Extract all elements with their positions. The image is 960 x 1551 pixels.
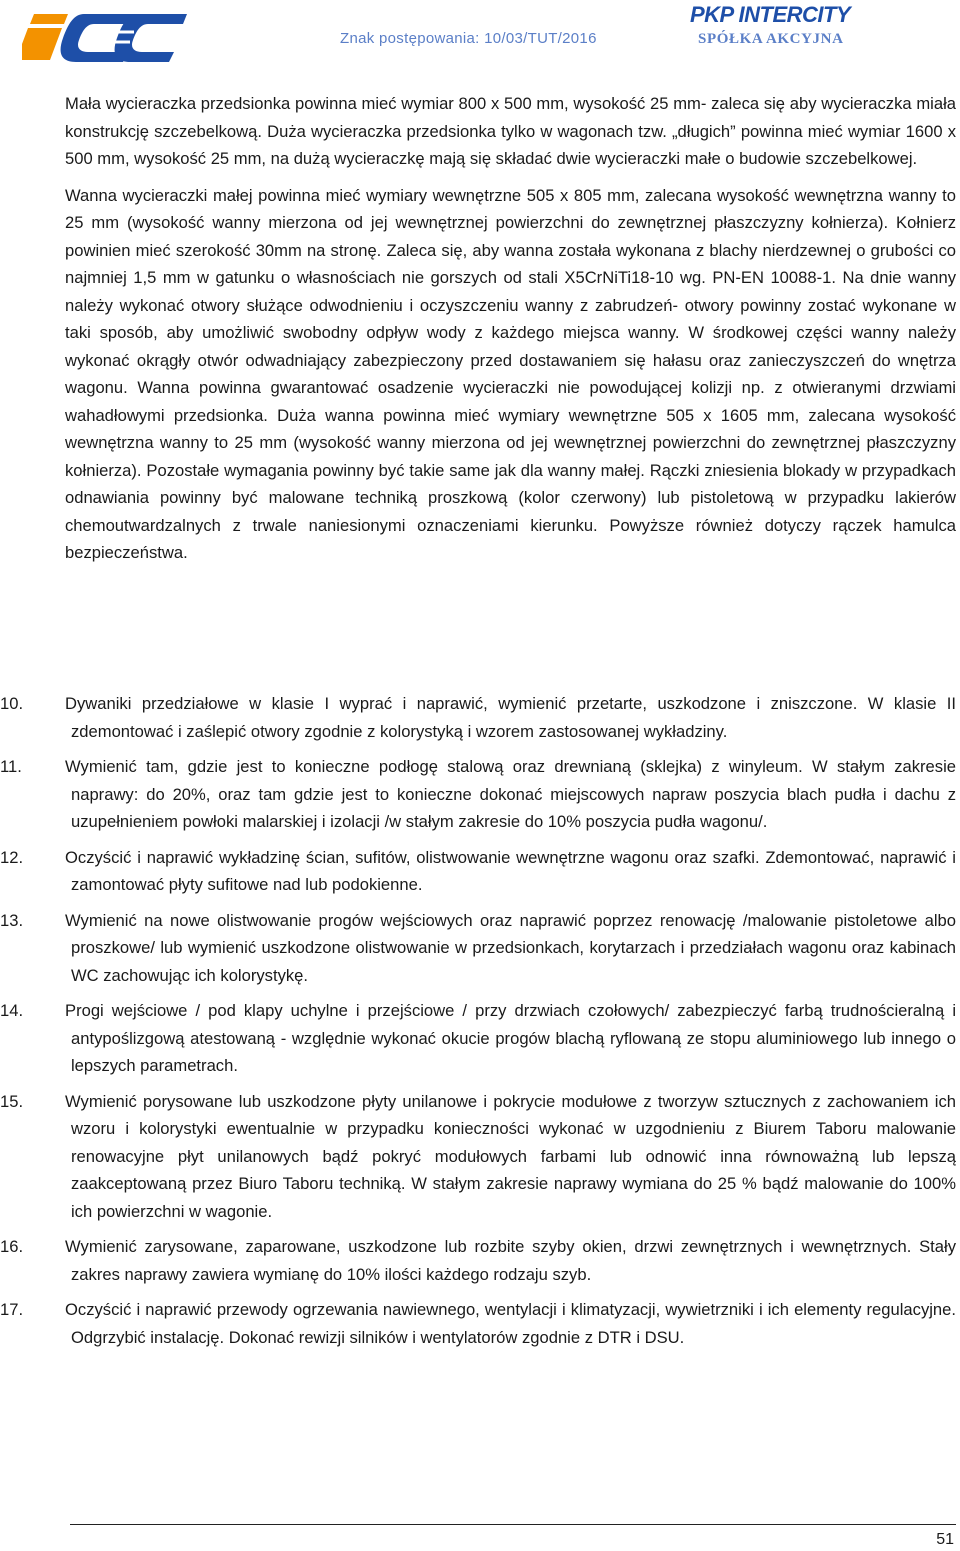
list-item-number: 14. [0, 1001, 24, 1020]
list-item-text: Oczyścić i naprawić przewody ogrzewania nawiewnego, wentylacji i klimatyzacji, wywietrzniki i ich elementy regulacyjne. Odgrzybić instalację. Dokonać rewizji silników i wentylatorów zgodnie z DTR i DSU. [65, 1300, 956, 1347]
list-item-text: Wymienić tam, gdzie jest to konieczne podłogę stalową oraz drewnianą (sklejka) z winyleum. W stałym zakresie naprawy: do 20%, oraz tam gdzie jest to konieczne dokonać miejscowych napraw poszycia blach pudła i dachu z uzupełnieniem powłoki malarskiej i izolacji /w stałym zakresie do 10% poszycia pudła wagonu/. [65, 757, 956, 831]
list-item-number: 12. [0, 847, 24, 867]
brand-subtitle: SPÓŁKA AKCYJNA [698, 31, 844, 47]
numbered-list [0, 690, 956, 1351]
page-number: 51 [936, 1531, 954, 1548]
list-item-number: 16. [0, 1237, 24, 1256]
list-item-text: Wymienić na nowe olistwowanie progów wejściowych oraz naprawić poprzez renowację /malowanie pistoletowe albo proszkowe/ lub wymienić uszkodzone olistwowanie w przedsionkach, korytarzach i przedziałach wagonu oraz kabinach WC zachowując ich kolorystykę. [65, 910, 956, 985]
brand-name: PKP INTERCITY [690, 2, 851, 27]
list-item-text: Dywaniki przedziałowe w klasie I wyprać i naprawić, wymienić przetarte, uszkodzone i zniszczone. W klasie II zdemontować i zaślepić otwory zgodnie z kolorystyką i wzorem zastosowanej wykładziny. [65, 694, 956, 741]
list-item-number: 17. [0, 1300, 24, 1319]
document-reference: Znak postępowania: 10/03/TUT/2016 [340, 30, 597, 47]
intercity-logo [22, 2, 187, 66]
list-item-number: 13. [0, 910, 24, 930]
footer-divider [70, 1524, 956, 1525]
list-item-number: 15. [0, 1091, 24, 1111]
list-item-number: 11. [0, 757, 22, 776]
paragraph-doormat-tray: Wanna wycieraczki małej powinna mieć wymiary wewnętrzne 505 x 805 mm, zalecana wysokość wewnętrzna wanny to 25 mm (wysokość wanny mierzona od jej wewnętrznej powierzchni do zewnętrznej płaszczyzny kołnierza). Kołnierz powinien mieć szerokość 30mm na stronę. Zaleca się, aby wanna została wykonana z blachy nierdzewnej o grubości co najmniej 1,5 mm w gatunku o własnościach nie gorszych od stali X5CrNiTi18-10 wg. PN-EN 10088-1. Na dnie wanny należy wykonać otwory służące odwodnieniu i oczyszczeniu wanny z zabrudzeń- otwory powinny zostać wykonane w taki sposób, aby umożliwić swobodny odpływ wody z każdego miejsca wanny. W środkowej części wanny należy wykonać okrągły otwór odwadniający zabezpieczony przed dostawaniem się hałasu oraz zanieczyszczeń do wnętrza wagonu. Wanna powinna gwarantować osadzenie wycieraczki nie powodującej kolizji np. z otwieranymi drzwiami wahadłowymi przedsionka. Duża wanna powinna mieć wymiary wewnętrzne 505 x 1605 mm, zalecana wysokość wewnętrzna wanny to 25 mm (wysokość wanny mierzona od jej wewnętrznej powierzchni do zewnętrznej płaszczyzny kołnierza). Pozostałe wymagania powinny być takie same jak dla wanny małej. Rączki zniesienia blokady w przypadkach odnawiania powinny być malowane techniką proszkową (kolor czerwony) lub pistoletową w przypadku lakierów chemoutwardzalnych z trwale naniesionymi oznaczeniami kierunku. Powyższe również dotyczy rączek hamulca bezpieczeństwa. [65, 185, 956, 562]
list-item-text: Wymienić porysowane lub uszkodzone płyty unilanowe i pokrycie modułowe z tworzyw sztucznych z zachowaniem ich wzoru i kolorystyki ewentualnie w przypadku konieczności wykonać w uzgodnieniu z Biurem Taboru malowanie renowacyjne płyt unilanowych bądź pokryć modułowych farbami lub odnowić inna równoważną lub lepszą zaakceptowaną przez Biuro Taboru techniką. W stałym zakresie naprawy wymiana do 25 % bądź malowanie do 100% ich powierzchni w wagonie. [65, 1091, 956, 1221]
paragraph-small-doormat: Mała wycieraczka przedsionka powinna mieć wymiar 800 x 500 mm, wysokość 25 mm- zaleca się aby wycieraczka miała konstrukcję szczebelkową. Duża wycieraczka przedsionka tylko w wagonach tzw. „długich” powinna mieć wymiar 1600 x 500 mm, wysokość 25 mm, na dużą wycieraczkę mają się składać dwie wycieraczki małe o budowie szczebelkowej. [65, 94, 956, 168]
list-item-text: Oczyścić i naprawić wykładzinę ścian, sufitów, olistwowanie wewnętrzne wagonu oraz szafki. Zdemontować, naprawić i zamontować płyty sufitowe nad lub podokienne. [65, 847, 956, 894]
list-item [0, 907, 956, 990]
list-item [0, 1233, 956, 1288]
brand-block [690, 2, 952, 50]
list-item [0, 690, 956, 745]
list-item [0, 844, 956, 899]
list-item [0, 1088, 956, 1226]
list-item [0, 1296, 956, 1351]
list-item [0, 997, 956, 1080]
body-text [65, 90, 956, 567]
page-header [0, 0, 960, 66]
list-item [0, 753, 956, 836]
list-item-text: Progi wejściowe / pod klapy uchylne i przejściowe / przy drzwiach czołowych/ zabezpieczyć farbą trudnościeralną i antypoślizgową atestowaną - względnie wykonać okucie progów blachą ryflowaną ze stopu aluminiowego lub innego o lepszych parametrach. [65, 1001, 956, 1075]
list-item-text: Wymienić zarysowane, zaparowane, uszkodzone lub rozbite szyby okien, drzwi zewnętrznych i wewnętrznych. Stały zakres naprawy zawiera wymianę do 10% ilości każdego rodzaju szyb. [65, 1237, 956, 1284]
list-item-number: 10. [0, 694, 24, 713]
